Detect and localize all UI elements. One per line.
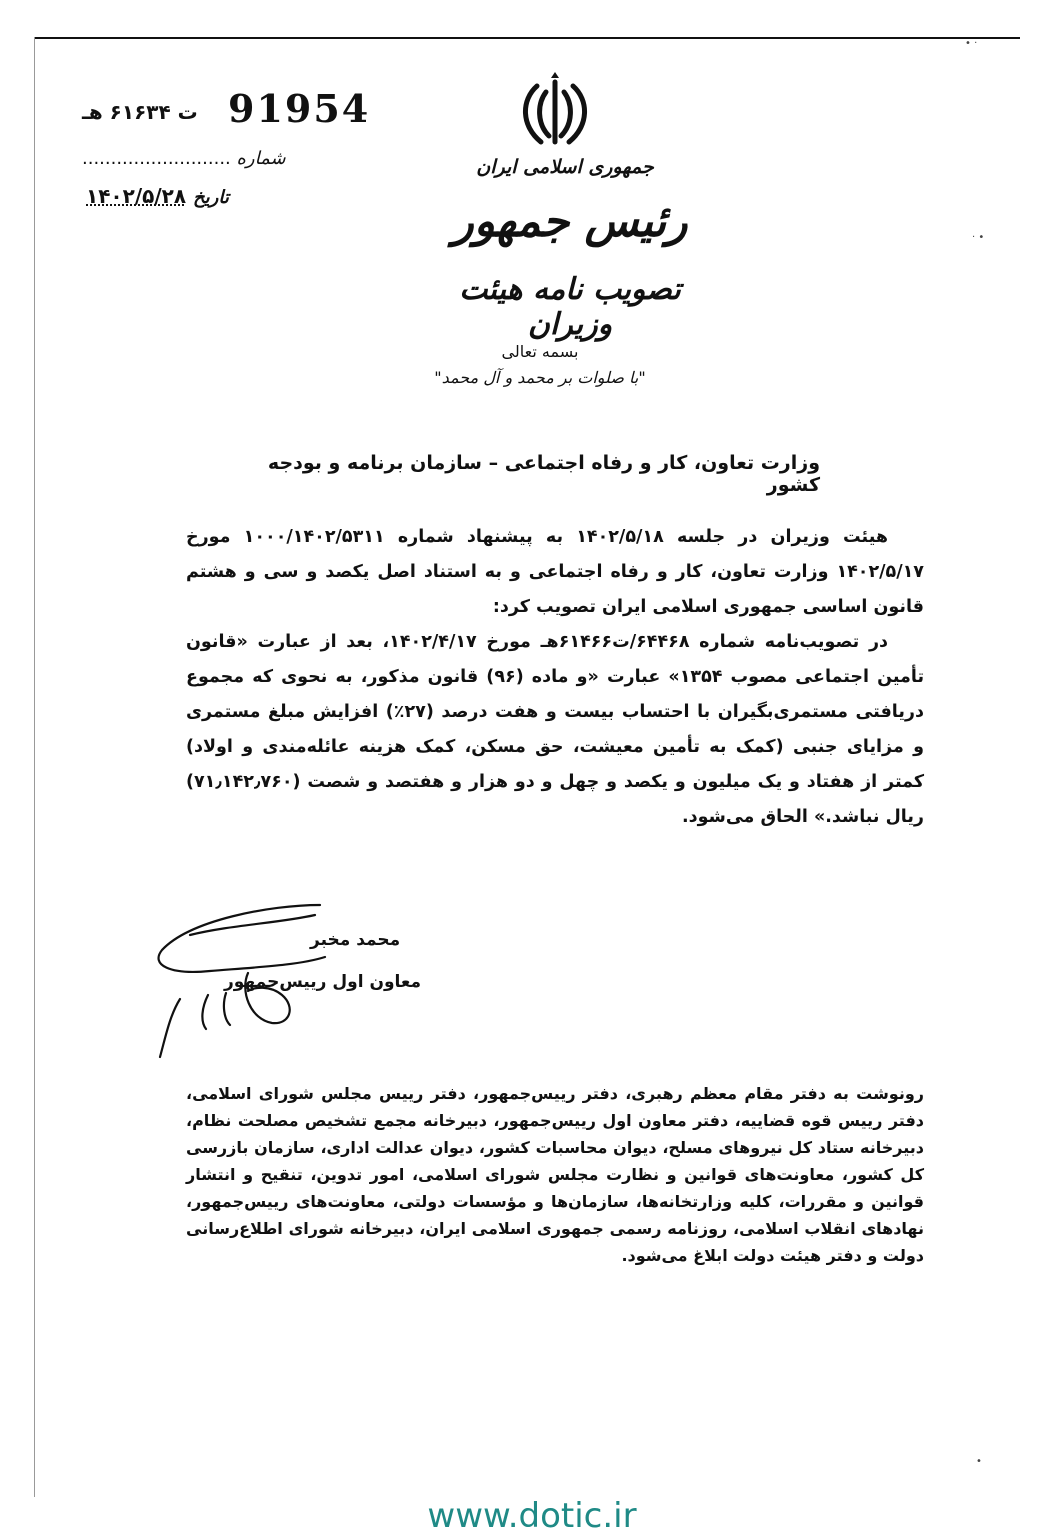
scan-speck: · • bbox=[972, 232, 985, 243]
page-left-border bbox=[34, 37, 35, 1497]
body-paragraph: در تصویب‌نامه شماره ۶۴۴۶۸/ت۶۱۴۶۶هـ مورخ ۱۴۰۲/۴/۱۷، بعد از عبارت «قانون تأمین اجتماعی مصوب ۱۳۵۴» عبارت «و ماده (۹۶) قانون مذکور، به نحوی که مجموع دریافتی مستمری‌بگیران با احتساب بیست و هفت درصد (۲۷٪) افزایش مبلغ مستمری و مزایای جنبی (کمک به تأمین معیشت، حق مسکن، کمک هزینه عائله‌مندی و اولاد) کمتر از هفتاد و یک میلیون و یکصد و چهل و دو هزار و هفتصد و شصت (۷۱٫۱۴۲٫۷۶۰) ریال نباشد.» الحاق می‌شود. bbox=[186, 632, 925, 827]
office-title: رئیس جمهور bbox=[452, 196, 688, 247]
ref-code: ت ۶۱۶۳۴ هـ bbox=[82, 100, 198, 124]
letter-number: 91954 bbox=[228, 86, 371, 131]
doc-type-title: تصویب نامه هیئت وزیران bbox=[459, 272, 681, 342]
body-paragraph: هیئت وزیران در جلسه ۱۴۰۲/۵/۱۸ به پیشنهاد شماره ۱۰۰۰/۱۴۰۲/۵۳۱۱ مورخ ۱۴۰۲/۵/۱۷ وزارت تعاون، کار و رفاه اجتماعی و به استناد اصل یکصد و سی و هشتم قانون اساسی جمهوری اسلامی ایران تصویب کرد: bbox=[186, 527, 924, 617]
number-field: شماره .......................... bbox=[82, 148, 286, 169]
decree-body bbox=[186, 520, 924, 835]
date-field: تاریخ ۱۴۰۲/۵/۲۸ bbox=[86, 184, 229, 208]
watermark: www.dotic.ir bbox=[427, 1496, 637, 1536]
bismillah: بسمه تعالی bbox=[501, 342, 579, 361]
signer-title: معاون اول رییس‌جمهور bbox=[224, 972, 422, 992]
republic-title: جمهوری اسلامی ایران bbox=[476, 156, 654, 178]
cc-distribution: رونوشت به دفتر مقام معظم رهبری، دفتر رییس‌جمهور، دفتر رییس مجلس شورای اسلامی، دفتر رییس قوه قضاییه، دفتر معاون اول رییس‌جمهور، دبیرخانه مجمع تشخیص مصلحت نظام، دبیرخانه ستاد کل نیروهای مسلح، دیوان محاسبات کشور، دیوان عدالت اداری، سازمان بازرسی کل کشور، معاونت‌های قوانین و نظارت مجلس شورای اسلامی، امور تدوین، تنقیح و انتشار قوانین و مقررات، کلیه وزارتخانه‌ها، سازمان‌ها و مؤسسات دولتی، معاونت‌های رییس‌جمهور، نهادهای انقلاب اسلامی، روزنامه رسمی جمهوری اسلامی ایران، دبیرخانه شورای اطلاع‌رسانی دولت و دفتر هیئت دولت ابلاغ می‌شود. bbox=[186, 1084, 924, 1265]
addressee: وزارت تعاون، کار و رفاه اجتماعی – سازمان برنامه و بودجه کشور bbox=[267, 452, 820, 496]
signer-name: محمد مخبر bbox=[310, 930, 401, 950]
scan-speck: • bbox=[976, 1456, 982, 1467]
scan-speck: • · bbox=[965, 38, 978, 49]
iran-emblem-icon bbox=[515, 72, 595, 152]
page-top-border bbox=[34, 37, 1020, 39]
salavat: "با صلوات بر محمد و آل محمد" bbox=[434, 368, 646, 387]
